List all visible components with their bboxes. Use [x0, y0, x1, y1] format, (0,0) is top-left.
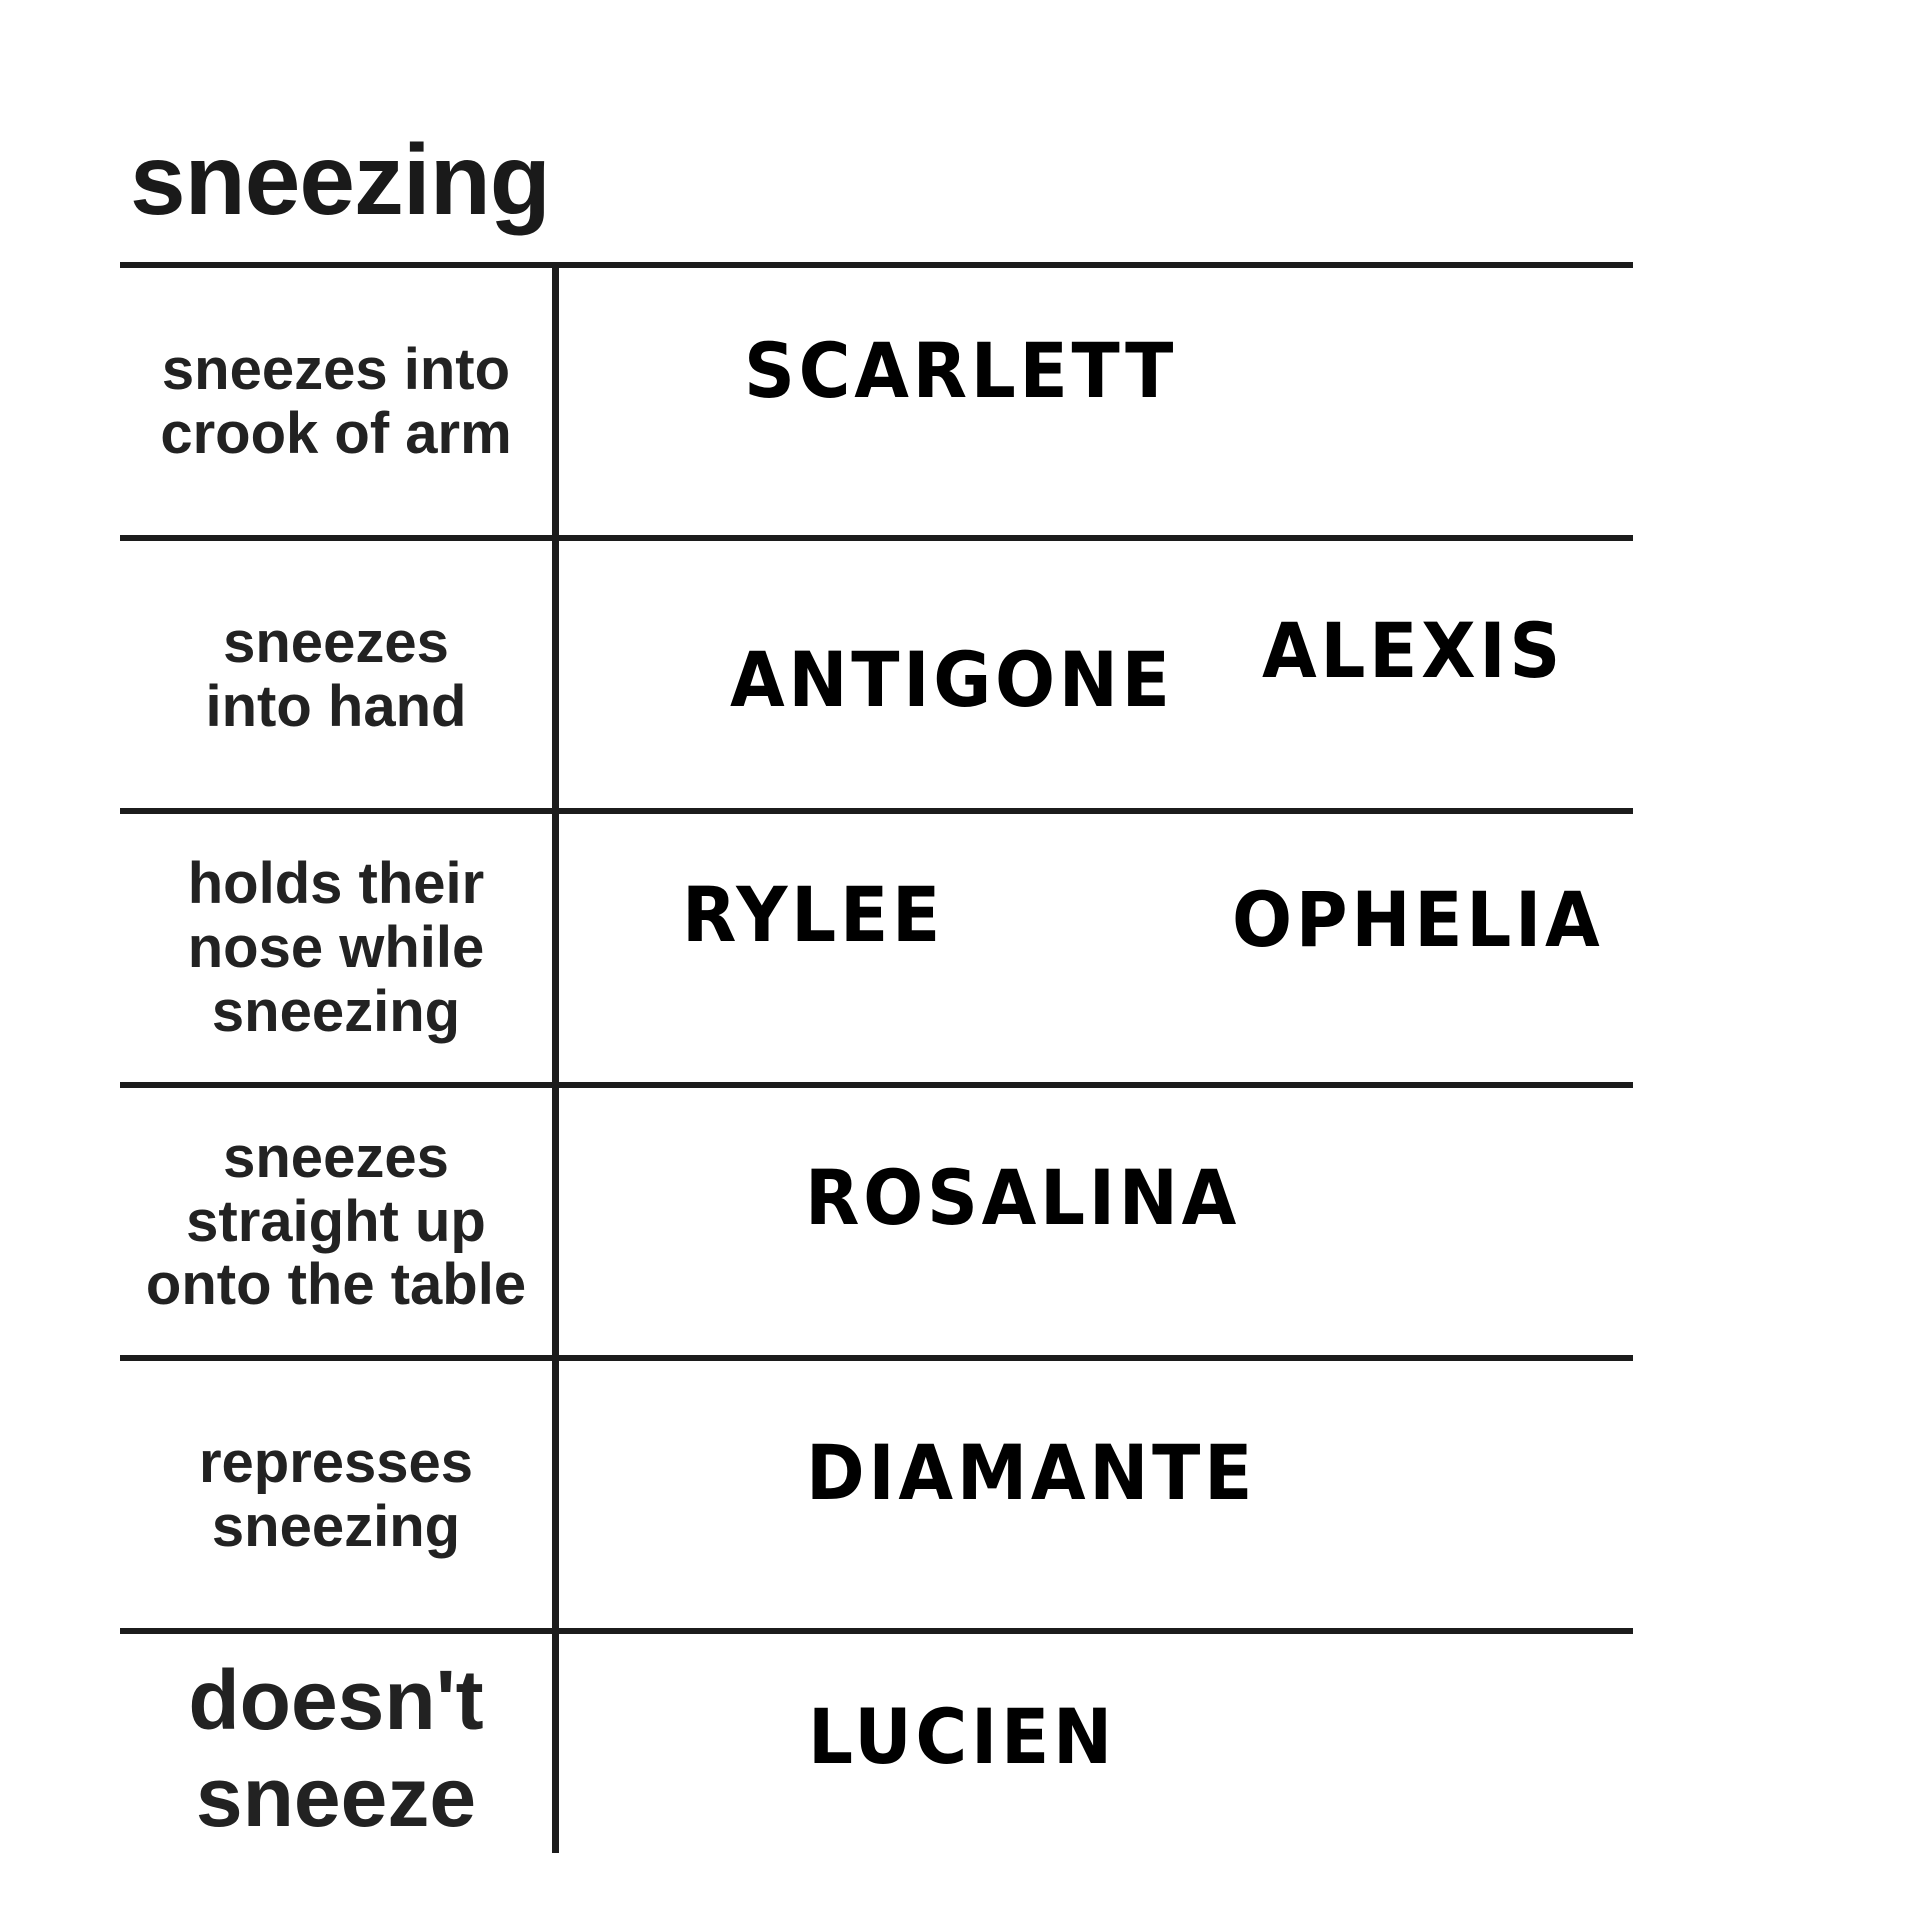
- character-name: ALEXIS: [1262, 606, 1565, 695]
- character-name: ANTIGONE: [730, 635, 1174, 724]
- character-name: SCARLETT: [744, 326, 1178, 415]
- row-label: represses sneezing: [198, 1429, 474, 1559]
- chart-title: sneezing: [130, 124, 550, 236]
- character-name: LUCIEN: [808, 1692, 1116, 1781]
- character-name: RYLEE: [682, 870, 944, 959]
- character-name: OPHELIA: [1232, 875, 1604, 964]
- row-label: doesn't sneeze: [188, 1653, 484, 1844]
- row-label: sneezes into hand: [205, 609, 467, 739]
- character-name: DIAMANTE: [806, 1428, 1257, 1517]
- row-label: sneezes straight up onto the table: [145, 1124, 527, 1318]
- row-label: sneezes into crook of arm: [160, 336, 512, 466]
- character-name: ROSALINA: [805, 1153, 1241, 1242]
- row-label: holds their nose while sneezing: [187, 851, 485, 1044]
